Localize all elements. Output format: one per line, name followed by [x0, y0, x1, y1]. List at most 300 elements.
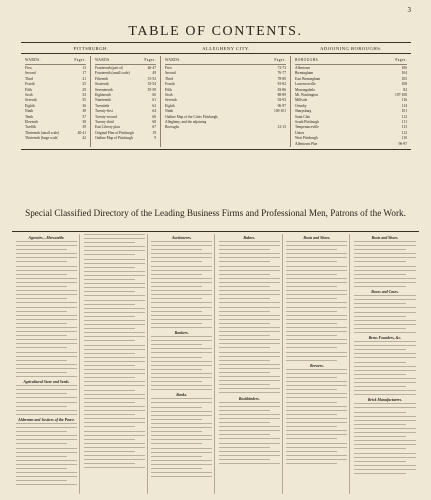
directory-listing-line [286, 245, 347, 246]
directory-listing-line [151, 472, 212, 473]
directory-listing-line [286, 249, 337, 250]
directory-listing-line [84, 451, 135, 452]
directory-listing-line [219, 241, 280, 242]
toc-entry-page: 40-41 [77, 130, 86, 135]
toc-entry-label: Twenty-third [95, 120, 114, 125]
directory-listing-line [354, 390, 416, 391]
toc-entry-label: Second [165, 71, 176, 76]
toc-entry-page: 66 [152, 114, 156, 119]
directory-listing-line [16, 352, 77, 353]
directory-listing-line [84, 320, 145, 321]
directory-listing-line [84, 459, 145, 460]
toc-entry-label: Lawrenceville [295, 82, 316, 87]
toc-entry-label: Birmingham [295, 71, 314, 76]
directory-listing-line [151, 298, 202, 299]
directory-listing-line [151, 282, 212, 283]
directory-listing-line [219, 414, 280, 415]
toc-entry-page: 72-73 [277, 66, 286, 70]
directory-listing-line [16, 393, 67, 394]
directory-listing-line [219, 438, 280, 439]
directory-listing-line [16, 484, 77, 485]
directory-listing-line [16, 253, 77, 254]
directory-listing-line [219, 356, 280, 357]
directory-listing-line [16, 389, 77, 390]
directory-listing-line [84, 250, 145, 251]
toc-entry-page: 55-58 [147, 87, 156, 92]
directory-listing-line [151, 398, 212, 399]
directory-listing-line [354, 378, 416, 379]
directory-listing-line [286, 430, 347, 431]
directory-listing-block [151, 241, 212, 328]
directory-listing-line [151, 311, 202, 312]
toc-entry-page: 96-97 [277, 103, 286, 108]
directory-listing-line [286, 418, 347, 419]
directory-listing-line [354, 453, 416, 454]
directory-listing-line [354, 424, 406, 425]
directory-listing-line [16, 241, 77, 242]
directory-listing-line [151, 307, 212, 308]
directory-listing-line [219, 249, 270, 250]
directory-listing-line [16, 245, 77, 246]
directory-listing-line [354, 320, 416, 321]
toc-entry-label: Thirteenth (small scale) [25, 130, 60, 135]
toc-entry-label: Ninth [25, 109, 34, 114]
directory-listing-line [286, 331, 347, 332]
directory-listing-line [84, 234, 145, 235]
directory-listing-line [286, 282, 347, 283]
directory-listing-line [16, 397, 77, 398]
directory-listing-line [84, 402, 135, 403]
directory-listing-line [84, 406, 145, 407]
directory-listing-line [354, 412, 406, 413]
directory-listing-line [151, 336, 212, 337]
directory-listing-line [16, 431, 67, 432]
directory-listing-block [16, 423, 77, 485]
directory-listing-line [151, 452, 212, 453]
directory-listing-line [16, 456, 67, 457]
directory-listing-line [219, 270, 280, 271]
directory-listing-block [354, 341, 416, 395]
directory-listing-line [354, 266, 416, 267]
directory-category-heading: Boxes and Cases. [371, 290, 399, 295]
toc-column-head [165, 56, 286, 65]
directory-listing-line [219, 327, 280, 328]
directory-listing-line [286, 315, 347, 316]
toc-entry-page: 46-47 [147, 66, 156, 70]
directory-listing-line [151, 419, 202, 420]
toc-entry-page: 100-101 [274, 109, 286, 114]
toc-entry-label: Seventeenth [95, 87, 113, 92]
directory-listing-line [84, 435, 145, 436]
directory-listing-line [286, 302, 347, 303]
directory-listing-line [84, 246, 145, 247]
directory-listing-line [354, 394, 416, 395]
toc-entry-page: 12-13 [277, 125, 286, 130]
directory-listing-line [151, 373, 212, 374]
toc-entry-page: 67 [152, 125, 156, 130]
directory-listing-line [354, 469, 416, 470]
directory-listing-line [84, 328, 135, 329]
toc-section-pittsburgh: PITTSBURGH. [73, 45, 109, 51]
toc-entry[interactable] [95, 136, 156, 141]
directory-listing-line [84, 324, 145, 325]
toc-entry-label: Third [25, 76, 33, 81]
directory-listing-block [84, 234, 145, 468]
directory-listing-line [354, 324, 416, 325]
toc-entry-page: 82 [403, 87, 407, 92]
directory-listing-line [286, 360, 337, 361]
toc-entry-label: Mt. Washington [295, 93, 319, 98]
toc-entry-label: Fourteenth (small scale) [95, 71, 130, 76]
directory-listing-line [354, 407, 416, 408]
directory-listing-line [286, 447, 347, 448]
directory-listing-line [151, 327, 212, 328]
toc-entry-label: Nineteenth [95, 98, 111, 103]
directory-listing-line [151, 294, 212, 295]
directory-listing-line [354, 444, 416, 445]
directory-column-1 [14, 234, 80, 494]
directory-listing-line [219, 286, 270, 287]
directory-listing-line [151, 340, 212, 341]
directory-listing-line [219, 282, 280, 283]
directory-listing-line [16, 311, 67, 312]
directory-listing-line [286, 443, 347, 444]
directory-listing-line [16, 327, 77, 328]
directory-listing-line [151, 323, 202, 324]
toc-entry-page: 60 [152, 93, 156, 98]
toc-entry-label: Allentown Plan [295, 141, 318, 146]
directory-listing-line [354, 349, 406, 350]
directory-listing-line [286, 377, 337, 378]
directory-listing-block [151, 398, 212, 477]
directory-listing-line [354, 370, 416, 371]
toc-entry[interactable] [25, 136, 86, 141]
directory-listing-line [84, 336, 145, 337]
toc-entry-label: Fourteenth (part of) [95, 66, 124, 70]
directory-listing-line [151, 423, 212, 424]
toc-entry-page: 113 [401, 125, 407, 130]
directory-listing-line [16, 335, 67, 336]
directory-listing-block [354, 295, 416, 333]
directory-listing-line [354, 440, 416, 441]
toc-pages-label: Pages. [395, 58, 407, 62]
directory-listing-line [354, 357, 416, 358]
toc-entry-label: Twenty-second [95, 114, 117, 119]
toc-entry-label: First [165, 66, 172, 70]
toc-entry-page: 96-97 [398, 141, 407, 146]
directory-listing-line [219, 294, 280, 295]
toc-entry-page: 111 [401, 120, 407, 125]
directory-listing-block [219, 402, 280, 464]
toc-section-headers [21, 42, 411, 54]
directory-listing-line [286, 455, 347, 456]
directory-listing-line [16, 266, 77, 267]
directory-listing-line [16, 376, 77, 377]
directory-listing-line [16, 472, 77, 473]
directory-listing-line [84, 385, 145, 386]
directory-listing-line [286, 389, 337, 390]
toc-entry-label: Sixth [25, 93, 33, 98]
toc-entry-page: 13 [82, 66, 86, 70]
directory-listing-line [151, 415, 212, 416]
directory-listing-line [16, 286, 67, 287]
directory-category-heading: Banks. [176, 393, 188, 398]
toc-entry-page: 88-89 [277, 93, 286, 98]
directory-listing-line [84, 304, 135, 305]
directory-listing-line [16, 414, 77, 415]
directory-listing-line [16, 435, 77, 436]
directory-listing-line [84, 267, 135, 268]
directory-listing-line [286, 422, 347, 423]
directory-listing-line [84, 357, 145, 358]
directory-listing-line [84, 316, 135, 317]
directory-listing-line [219, 331, 280, 332]
directory-listing-line [151, 302, 212, 303]
toc-column-3 [161, 56, 291, 147]
directory-listing-line [354, 374, 406, 375]
directory-listing-line [354, 282, 416, 283]
toc-pages-label: Pages. [274, 58, 286, 62]
toc-entry-page: 42 [82, 136, 86, 141]
directory-listing-line [219, 410, 270, 411]
directory-listing-line [219, 368, 280, 369]
toc-entry-page: 107-108 [395, 93, 407, 98]
directory-listing-line [84, 345, 145, 346]
directory-listing-line [286, 270, 347, 271]
directory-listing-line [84, 463, 135, 464]
directory-category-heading: Boots and Shoes. [303, 236, 331, 240]
directory-listing-line [151, 476, 212, 477]
toc-entry-page: 68 [152, 120, 156, 125]
directory-category-heading: Bankers. [174, 331, 189, 336]
directory-category-heading: Brick Manufacturers. [367, 398, 403, 403]
toc-entry-page: 92-93 [277, 98, 286, 103]
toc-column-head [25, 56, 86, 65]
directory-listing-line [16, 249, 67, 250]
directory-listing-line [151, 468, 202, 469]
toc-section-allegheny: ALLEGHENY CITY. [202, 45, 250, 51]
directory-listing-line [84, 291, 135, 292]
toc-entry[interactable] [165, 125, 286, 130]
directory-listing-line [151, 443, 202, 444]
directory-listing-line [219, 463, 280, 464]
directory-listing-line [219, 384, 270, 385]
directory-listing-line [354, 286, 406, 287]
directory-listing-line [354, 366, 416, 367]
toc-entry-label: Eighteenth [95, 93, 111, 98]
toc-columns [21, 56, 411, 147]
directory-listing-line [219, 266, 280, 267]
directory-listing-line [219, 406, 280, 407]
directory-listing-line [151, 241, 212, 242]
directory-listing-line [354, 473, 406, 474]
toc-entry-label: Millvale [295, 98, 308, 103]
directory-listing-line [16, 480, 67, 481]
directory-listing-line [16, 468, 67, 469]
directory-listing-line [16, 347, 67, 348]
table-of-contents [21, 42, 411, 187]
directory-listing-line [219, 245, 280, 246]
directory-listing-line [219, 253, 280, 254]
directory-listing-line [16, 460, 77, 461]
page-title: TABLE OF CONTENTS. [128, 24, 303, 39]
toc-entry-page: 39 [82, 125, 86, 130]
toc-entry-page: 112 [401, 114, 407, 119]
toc-section-boroughs: ADJOINING BOROUGHS. [320, 45, 382, 51]
directory-listing-line [219, 372, 270, 373]
toc-entry[interactable] [295, 142, 407, 147]
directory-listing-line [219, 257, 280, 258]
directory-listing-line [151, 431, 202, 432]
directory-listing-line [286, 294, 347, 295]
directory-listing-line [151, 315, 212, 316]
toc-entry-label: Temperanceville [295, 125, 319, 130]
directory-listing-line [16, 331, 77, 332]
directory-listing-line [354, 278, 416, 279]
toc-entry-page: 25 [82, 82, 86, 87]
directory-listing-line [84, 426, 135, 427]
directory-listing-line [354, 436, 406, 437]
toc-entry-label: Original Plan of Pittsburgh [95, 130, 134, 135]
directory-listing-line [151, 253, 212, 254]
directory-category-heading: Boots and Shoes. [371, 236, 399, 240]
toc-entry-page: 61 [152, 98, 156, 103]
directory-listing-line [151, 427, 212, 428]
directory-listing-line [16, 385, 77, 386]
directory-listing-line [286, 311, 337, 312]
toc-entry-label: First [25, 66, 32, 70]
directory-listing-line [84, 295, 145, 296]
directory-listing-line [219, 455, 280, 456]
directory-listing-line [286, 451, 337, 452]
directory-listing-line [219, 319, 280, 320]
directory-listing-line [151, 319, 212, 320]
directory-listing-line [84, 443, 145, 444]
toc-entry-page: 116 [401, 98, 407, 103]
directory-title: Special Classified Directory of the Leading Business Firms and Professional Men, Patrons of the Work. [25, 208, 406, 218]
directory-category-heading: Agricultural Store and Seeds. [23, 380, 70, 385]
directory-listing-line [84, 398, 145, 399]
directory-listing-line [354, 328, 406, 329]
toc-column-4 [291, 56, 411, 147]
directory-listing-line [84, 377, 135, 378]
directory-listing-line [84, 353, 135, 354]
directory-listing-line [286, 257, 347, 258]
directory-listing-line [219, 434, 270, 435]
directory-listing-line [84, 361, 145, 362]
toc-entry-page: 76-77 [277, 71, 286, 76]
directory-listing-line [354, 461, 406, 462]
toc-entry-label: Twenty-first [95, 109, 113, 114]
directory-listing-line [354, 303, 406, 304]
toc-entry-page: 21 [82, 76, 86, 81]
toc-entry-label: Eleventh [25, 120, 38, 125]
toc-entry-label: Third [165, 76, 173, 81]
directory-listing-line [151, 361, 212, 362]
directory-column-6 [352, 234, 418, 494]
directory-listing-line [354, 448, 406, 449]
directory-listing-line [219, 418, 280, 419]
toc-entry-label: Seventh [165, 98, 177, 103]
toc-entry-page: 106 [401, 66, 407, 70]
directory-listing-line [16, 356, 77, 357]
directory-listing-line [16, 343, 77, 344]
directory-category-heading: Brass Founders, &c. [368, 336, 402, 341]
directory-listing-line [354, 428, 416, 429]
toc-pages-label: Pages. [74, 58, 86, 62]
directory-listing-line [151, 357, 202, 358]
directory-listing-line [84, 365, 135, 366]
directory-listing-line [286, 434, 347, 435]
directory-listing-line [354, 299, 416, 300]
directory-listing-line [84, 447, 145, 448]
toc-entry-page: 49 [152, 71, 156, 76]
directory-listing-line [354, 312, 416, 313]
directory-listing-line [286, 261, 337, 262]
directory-listing-block [151, 336, 212, 390]
toc-entry-label: Second [25, 71, 36, 76]
directory-listing-line [286, 426, 337, 427]
directory-listing-line [354, 295, 416, 296]
directory-listing-line [219, 422, 270, 423]
directory-listing-line [286, 286, 337, 287]
directory-listing-line [354, 362, 406, 363]
toc-column-1 [21, 56, 91, 147]
directory-listing-line [151, 365, 212, 366]
toc-entry-label: East Liberty plan [95, 125, 120, 130]
directory-listing-line [219, 343, 280, 344]
directory-listing-line [354, 341, 416, 342]
directory-listing-line [151, 249, 202, 250]
directory-listing-line [286, 241, 347, 242]
directory-listing-line [354, 274, 406, 275]
directory-listing-block [16, 385, 77, 415]
toc-entry-page: 83-86 [277, 87, 286, 92]
toc-entry-label: Outline Map of the Cities Pittsburgh, [165, 114, 219, 119]
toc-entry-label: Tenth [25, 114, 34, 119]
toc-entry-label: Eighth [25, 103, 35, 108]
directory-listing-line [219, 352, 280, 353]
directory-listing-line [16, 406, 67, 407]
directory-listing-line [84, 263, 145, 264]
directory-listing-line [151, 245, 212, 246]
directory-listing-line [84, 275, 145, 276]
directory-listing-line [286, 438, 337, 439]
directory-listing-line [286, 339, 347, 340]
directory-listing-line [151, 261, 202, 262]
directory-listing-line [16, 448, 77, 449]
directory-listing-line [286, 356, 347, 357]
directory-listing-line [16, 410, 77, 411]
toc-entry-page: 9 [154, 136, 156, 141]
toc-entry-page: 38 [82, 120, 86, 125]
toc-column-title: BOROUGHS. [295, 58, 320, 62]
directory-listing-line [151, 290, 212, 291]
directory-listing-line [219, 274, 270, 275]
directory-listing-line [286, 369, 347, 370]
directory-listing-line [151, 407, 202, 408]
toc-entry-label: Fourth [25, 82, 35, 87]
directory-listing-line [84, 410, 145, 411]
directory-listing-line [151, 344, 202, 345]
directory-listing-line [354, 332, 416, 333]
directory-rule [12, 231, 419, 232]
directory-category-heading: Bakers. [243, 236, 256, 240]
directory-listing-line [219, 298, 270, 299]
directory-listing-line [16, 290, 77, 291]
directory-listing-block [286, 241, 347, 361]
directory-listing-line [16, 294, 77, 295]
